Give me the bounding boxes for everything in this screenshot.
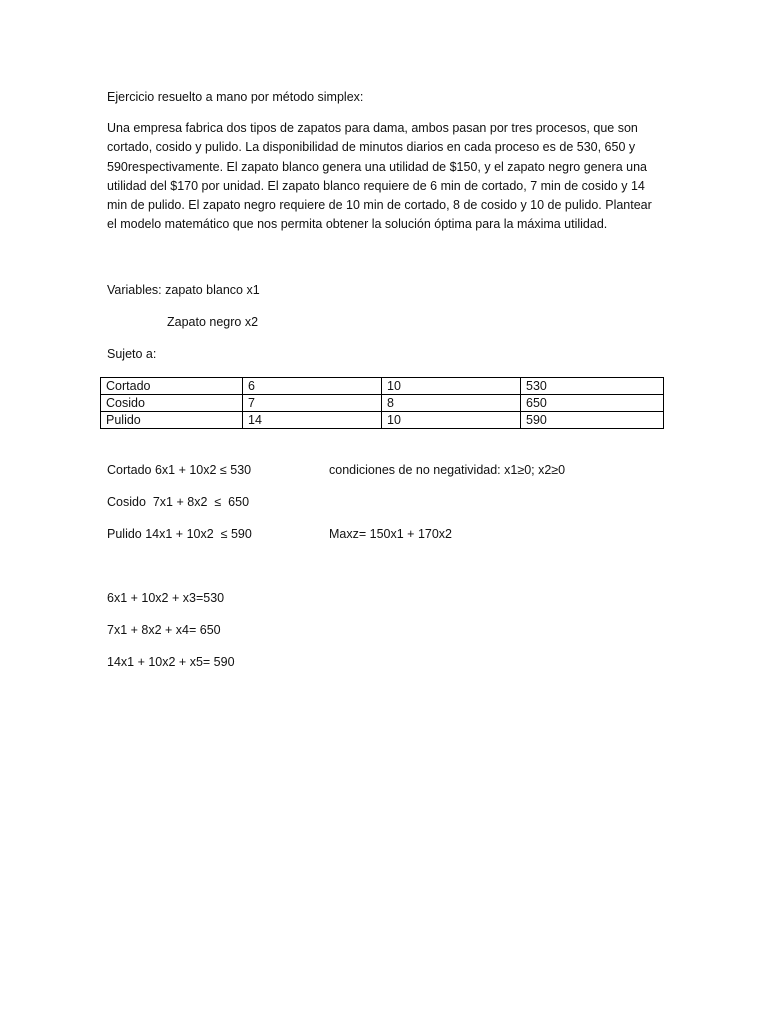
table-cell: 650 bbox=[521, 395, 664, 412]
problem-line: min de pulido. El zapato negro requiere de 10 min de cortado, 8 de cosido y 10 de pulido. Plantear bbox=[107, 198, 652, 213]
table-row bbox=[101, 395, 664, 412]
problem-line: cortado, cosido y pulido. La disponibilidad de minutos diarios en cada proceso es de 530, 650 y bbox=[107, 140, 636, 155]
table-cell: Cortado bbox=[101, 378, 243, 395]
table-cell: 10 bbox=[382, 378, 521, 395]
variable-x2: Zapato negro x2 bbox=[167, 315, 259, 329]
standard-form-equation: 6x1 + 10x2 + x3=530 bbox=[107, 591, 225, 605]
problem-statement bbox=[107, 119, 667, 235]
standard-form-equation: 14x1 + 10x2 + x5= 590 bbox=[107, 655, 235, 669]
standard-form-equation: 7x1 + 8x2 + x4= 650 bbox=[107, 623, 221, 637]
table-cell: 10 bbox=[382, 412, 521, 429]
constraint-cosido: Cosido 7x1 + 8x2 ≤ 650 bbox=[107, 495, 250, 509]
table-cell: Cosido bbox=[101, 395, 243, 412]
objective-function: Maxz= 150x1 + 170x2 bbox=[329, 527, 452, 541]
table-cell: 590 bbox=[521, 412, 664, 429]
table-cell: Pulido bbox=[101, 412, 243, 429]
variable-x1: Variables: zapato blanco x1 bbox=[107, 283, 260, 297]
document-title: Ejercicio resuelto a mano por método simplex: bbox=[107, 90, 364, 104]
problem-line: el modelo matemático que nos permita obtener la solución óptima para la máxima utilidad. bbox=[107, 217, 608, 232]
table-cell: 530 bbox=[521, 378, 664, 395]
table-cell: 8 bbox=[382, 395, 521, 412]
problem-line: Una empresa fabrica dos tipos de zapatos para dama, ambos pasan por tres procesos, que son bbox=[107, 121, 638, 135]
non-negativity-conditions: condiciones de no negatividad: x1≥0; x2≥0 bbox=[329, 463, 566, 477]
constraint-pulido: Pulido 14x1 + 10x2 ≤ 590 bbox=[107, 527, 252, 541]
subject-to-label: Sujeto a: bbox=[107, 347, 157, 361]
table-cell: 6 bbox=[243, 378, 382, 395]
problem-line: utilidad del $170 por unidad. El zapato blanco requiere de 6 min de cortado, 7 min de cosido y 14 bbox=[107, 178, 645, 193]
coefficients-table bbox=[100, 377, 664, 429]
table-row bbox=[101, 412, 664, 429]
problem-line: 590respectivamente. El zapato blanco genera una utilidad de $150, y el zapato negro genera una bbox=[107, 159, 647, 174]
table-row bbox=[101, 378, 664, 395]
table-cell: 14 bbox=[243, 412, 382, 429]
table-cell: 7 bbox=[243, 395, 382, 412]
constraint-cortado: Cortado 6x1 + 10x2 ≤ 530 bbox=[107, 463, 252, 477]
